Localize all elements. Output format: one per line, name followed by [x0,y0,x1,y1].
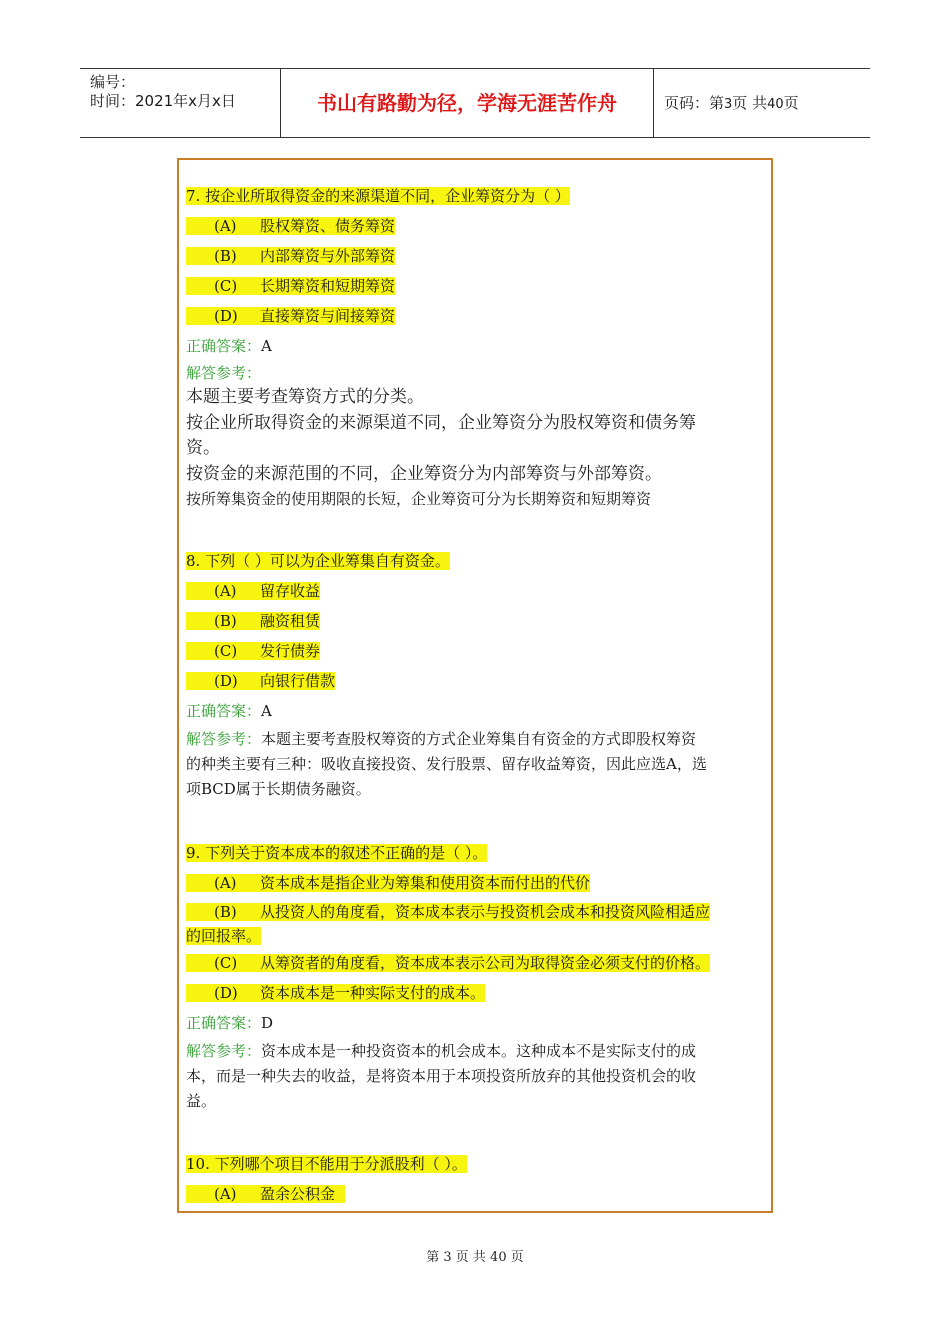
q10-option-a: (A) 盈余公积金 [186,1183,345,1205]
q9-answer: 正确答案：D [186,1014,274,1032]
q7-option-d: (D) 直接筹资与间接筹资 [186,305,395,327]
question-box [177,158,773,1213]
q7-answer: 正确答案：A [186,337,272,355]
q9-option-c: (C) 从筹资者的角度看，资本成本表示公司为取得资金必须支付的价格。 [186,952,710,974]
q8-ref-line: 解答参考：本题主要考查股权筹资的方式企业筹集自有资金的方式即股权筹资 [186,730,697,748]
q7-ref-line: 本题主要考查筹资方式的分类。 [186,387,424,407]
question-9: 9. 下列关于资本成本的叙述不正确的是（ ）。 [186,844,488,862]
q9-option-a: (A) 资本成本是指企业为筹集和使用资本而付出的代价 [186,872,590,894]
q7-ref-line: 资。 [186,438,220,458]
q9-option-b: (B) 从投资人的角度看，资本成本表示与投资机会成本和投资风险相适应 [186,901,710,923]
q7-ref-line: 按企业所取得资金的来源渠道不同，企业筹资分为股权筹资和债务筹 [186,413,696,433]
q8-option-b: (B) 融资租赁 [186,610,320,632]
q9-ref-line: 本，而是一种失去的收益，是将资本用于本项投资所放弃的其他投资机会的收 [186,1067,697,1085]
q9-option-b-cont: 的回报率。 [186,927,262,945]
motto: 书山有路勤为径，学海无涯苦作舟 [280,69,654,137]
q8-option-d: (D) 向银行借款 [186,670,335,692]
question-8: 8. 下列（ ）可以为企业筹集自有资金。 [186,552,450,570]
document-header [80,68,870,138]
q7-option-b: (B) 内部筹资与外部筹资 [186,245,395,267]
q9-ref-line: 解答参考：资本成本是一种投资资本的机会成本。这种成本不是实际支付的成 [186,1042,697,1060]
page-footer: 第 3 页 共 40 页 [426,1250,524,1265]
question-10: 10. 下列哪个项目不能用于分派股利（ ）。 [186,1155,467,1173]
q8-option-c: (C) 发行债券 [186,640,320,662]
q8-answer: 正确答案：A [186,702,272,720]
q9-ref-line: 益。 [186,1092,217,1110]
question-7: 7. 按企业所取得资金的来源渠道不同，企业筹资分为（ ） [186,187,570,205]
number-label: 编号： [90,73,136,91]
q7-ref-label: 解答参考： [186,364,262,382]
q8-ref-line: 的种类主要有三种：吸收直接投资、发行股票、留存收益筹资，因此应选A，选 [186,755,707,773]
q8-option-a: (A) 留存收益 [186,580,320,602]
header-meta [80,69,280,137]
page-indicator: 页码：第3页 共40页 [664,94,799,112]
q7-ref-line: 按资金的来源范围的不同，企业筹资分为内部筹资与外部筹资。 [186,464,662,484]
q7-option-a: (A) 股权筹资、债务筹资 [186,215,395,237]
q7-ref-line: 按所筹集资金的使用期限的长短，企业筹资可分为长期筹资和短期筹资 [186,490,652,508]
q9-option-d: (D) 资本成本是一种实际支付的成本。 [186,982,485,1004]
q8-ref-line: 项BCD属于长期债务融资。 [186,780,371,798]
q7-option-c: (C) 长期筹资和短期筹资 [186,275,395,297]
date-label: 时间：2021年x月x日 [90,92,236,110]
